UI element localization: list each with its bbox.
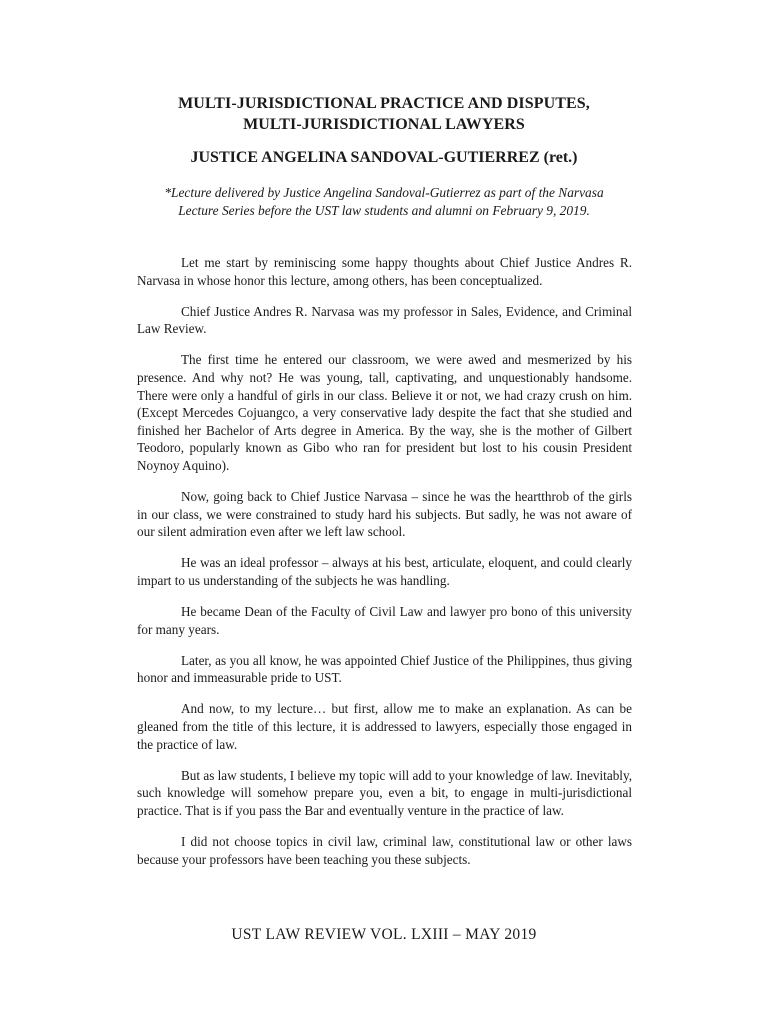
paragraph: Chief Justice Andres R. Narvasa was my professor in Sales, Evidence, and Criminal Law Review. xyxy=(137,303,632,337)
paragraph: The first time he entered our classroom, we were awed and mesmerized by his presence. And why not? He was young, tall, captivating, and unquestionably handsome. There were only a handful of girls in our class. Believe it or not, we had crazy crush on him. (Except Mercedes Cojuangco, a very conservative lady despite the fact that she studied and finished her Bachelor of Arts degree in America. By the way, she is the mother of Gilbert Teodoro, popularly known as Gibo who ran for president but lost to his cousin President Noynoy Aquino). xyxy=(137,352,632,473)
paragraph: I did not choose topics in civil law, criminal law, constitutional law or other laws because your professors have been teaching you these subjects. xyxy=(137,833,632,867)
document-title xyxy=(120,93,648,135)
paragraph: Later, as you all know, he was appointed Chief Justice of the Philippines, thus giving honor and immeasurable pride to UST. xyxy=(137,652,632,686)
body-text xyxy=(137,254,632,882)
paragraph: And now, to my lecture… but first, allow me to make an explanation. As can be gleaned from the title of this lecture, it is addressed to lawyers, especially those engaged in the practice of law. xyxy=(137,701,632,752)
paragraph: He became Dean of the Faculty of Civil Law and lawyer pro bono of this university for many years. xyxy=(137,604,632,637)
paragraph: Let me start by reminiscing some happy thoughts about Chief Justice Andres R. Narvasa in whose honor this lecture, among others, has been conceptualized. xyxy=(137,255,632,288)
author-name: JUSTICE ANGELINA SANDOVAL-GUTIERREZ (ret.) xyxy=(190,149,578,166)
page-footer: UST LAW REVIEW VOL. LXIII – MAY 2019 xyxy=(231,926,537,943)
title-line-1: MULTI-JURISDICTIONAL PRACTICE AND DISPUTES, xyxy=(178,95,590,112)
paragraph: But as law students, I believe my topic will add to your knowledge of law. Inevitably, such knowledge will somehow prepare you, even a bit, to engage in multi-jurisdictional practice. That is if you pass the Bar and eventually venture in the practice of law. xyxy=(137,767,632,818)
paragraph: Now, going back to Chief Justice Narvasa – since he was the heartthrob of the girls in our class, we were constrained to study hard his subjects. But sadly, he was not aware of our silent admiration even after we left law school. xyxy=(137,489,632,540)
title-line-2: MULTI-JURISDICTIONAL LAWYERS xyxy=(243,116,525,133)
paragraph: He was an ideal professor – always at his best, articulate, eloquent, and could clearly impart to us understanding of the subjects he was handling. xyxy=(137,555,632,588)
lecture-note: *Lecture delivered by Justice Angelina Sandoval-Gutierrez as part of the Narvasa Lecture Series before the UST law students and alumni on February 9, 2019. xyxy=(164,185,604,218)
